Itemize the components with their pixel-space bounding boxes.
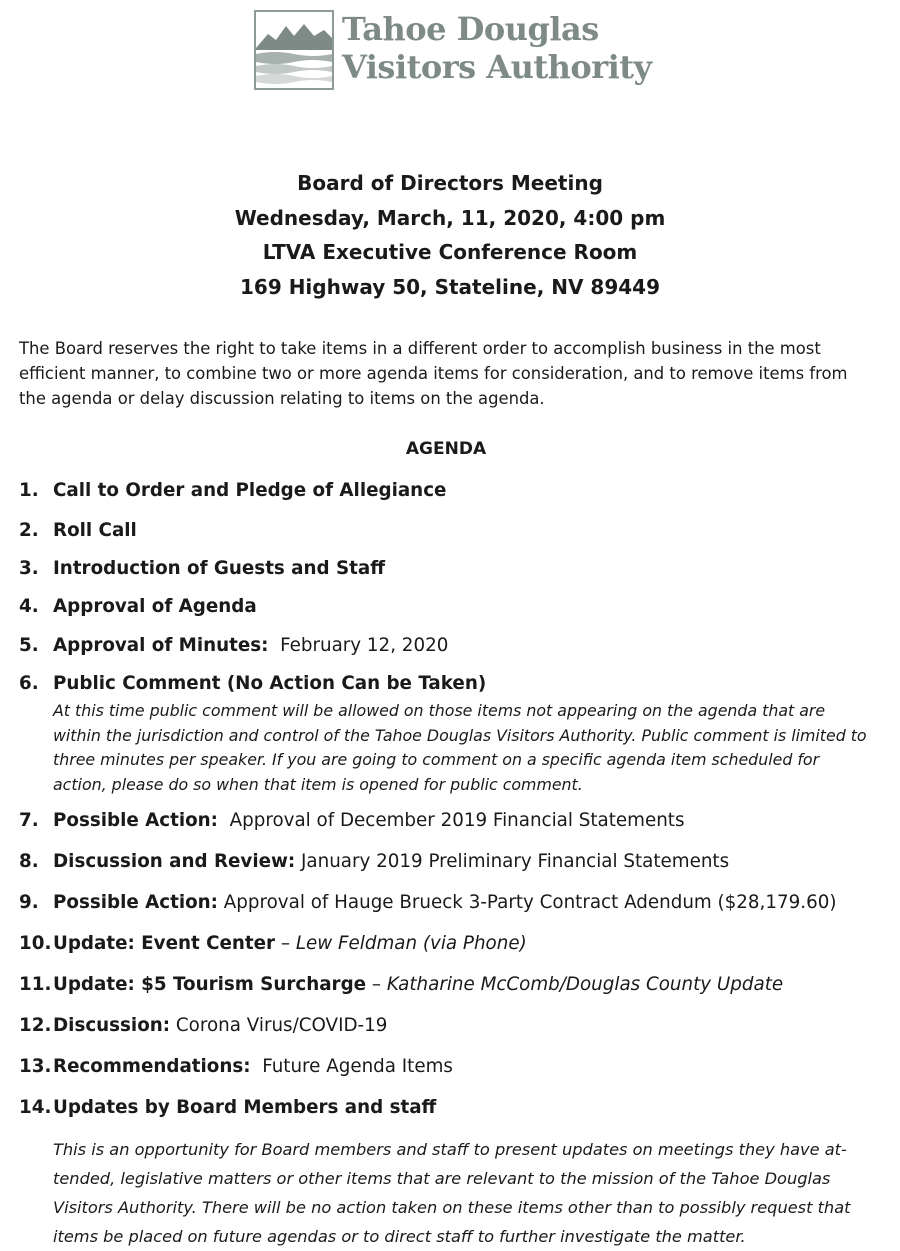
item-number: 3. [19, 558, 39, 579]
item-number: 6. [19, 673, 39, 694]
item-number: 10. [19, 933, 52, 954]
logo-line-1: Tahoe Douglas [342, 10, 599, 48]
public-comment-note: At this time public comment will be allowed on those items not appearing on the agenda that are within the jurisdiction and control of the Tahoe Douglas Visitors Authority. Public comment is limited to three minutes per speaker. If you are going to comment on a specific agenda item scheduled for action, please do so when that item is opened for public comment. [53, 701, 867, 794]
item-number: 11. [19, 974, 52, 995]
item-title: Updates by Board Members and staff [53, 1097, 437, 1118]
preamble-text: The Board reserves the right to take items in a different order to accomplish business in the most efficient manner, to combine two or more agenda items for consideration, and to remove items from the agenda or delay discussion relating to items on the agenda. [19, 339, 848, 408]
board-updates-note: This is an opportunity for Board members and staff to present updates on meetings they have at-tended, legislative matters or other items that are relevant to the mission of the Tahoe Douglas Visitors Authority. There will be no action taken on these items other than to possibly request that items be placed on future agendas or to direct staff to further investigate the matter. [53, 1140, 851, 1246]
agenda-heading: AGENDA [405, 439, 487, 459]
agenda-item-10 [19, 933, 889, 954]
mountain-lake-logo-icon [254, 10, 334, 90]
item-description: Approval of Hauge Brueck 3-Party Contract Adendum ($28,179.60) [223, 892, 837, 913]
agenda-item-4 [19, 596, 889, 617]
agenda-item-13 [19, 1056, 889, 1077]
item-presenter: Lew Feldman (via Phone) [295, 933, 527, 954]
item-presenter: Katharine McComb/Douglas County Update [386, 974, 784, 995]
item-title: Discussion: [53, 1015, 171, 1036]
meeting-address: 169 Highway 50, Stateline, NV 89449 [239, 274, 661, 299]
agenda-item-6 [19, 673, 889, 694]
item-title: Recommendations: [53, 1056, 251, 1077]
item-title: Discussion and Review: [53, 851, 296, 872]
item-number: 4. [19, 596, 39, 617]
item-number: 14. [19, 1097, 52, 1118]
item-description: Approval of December 2019 Financial Statements [229, 810, 685, 831]
item-title: Possible Action: [53, 810, 218, 831]
item-number: 12. [19, 1015, 52, 1036]
agenda-item-2 [19, 520, 889, 541]
agenda-item-12 [19, 1015, 889, 1036]
item-description: Future Agenda Items [262, 1056, 453, 1077]
meeting-title: Board of Directors Meeting [297, 171, 603, 195]
agenda-item-7 [19, 810, 889, 831]
item-number: 7. [19, 810, 39, 831]
item-title: Approval of Agenda [53, 596, 257, 617]
item-number: 5. [19, 635, 39, 656]
item-number: 2. [19, 520, 39, 541]
item-number: 1. [19, 480, 39, 501]
item-title: Approval of Minutes: [53, 635, 269, 656]
item-title: Update: $5 Tourism Surcharge [53, 974, 367, 995]
item-separator: – [275, 933, 296, 954]
item-number: 8. [19, 851, 39, 872]
agenda-item-14 [19, 1097, 889, 1118]
item-title: Update: Event Center [53, 933, 276, 954]
agenda-item-3 [19, 558, 889, 579]
logo-wordmark [342, 10, 652, 86]
agenda-item-5 [19, 635, 889, 656]
item-title: Roll Call [53, 520, 137, 541]
agenda-item-9 [19, 892, 889, 913]
meeting-date: Wednesday, March, 11, 2020, 4:00 pm [234, 205, 666, 230]
item-title: Possible Action: [53, 892, 218, 913]
item-description: February 12, 2020 [280, 635, 449, 656]
item-description: Corona Virus/COVID-19 [175, 1015, 388, 1036]
logo-line-2: Visitors Authority [342, 48, 652, 86]
item-number: 13. [19, 1056, 52, 1077]
item-description: January 2019 Preliminary Financial Statements [301, 851, 730, 872]
meeting-header [0, 166, 900, 304]
item-separator: – [366, 974, 387, 995]
agenda-item-1 [19, 480, 889, 501]
item-title: Introduction of Guests and Staff [53, 558, 386, 579]
item-title: Public Comment (No Action Can be Taken) [53, 673, 487, 694]
agenda-item-11 [19, 974, 889, 995]
item-number: 9. [19, 892, 39, 913]
meeting-room: LTVA Executive Conference Room [262, 240, 638, 264]
logo [254, 10, 652, 90]
agenda-item-8 [19, 851, 889, 872]
item-title: Call to Order and Pledge of Allegiance [53, 480, 447, 501]
